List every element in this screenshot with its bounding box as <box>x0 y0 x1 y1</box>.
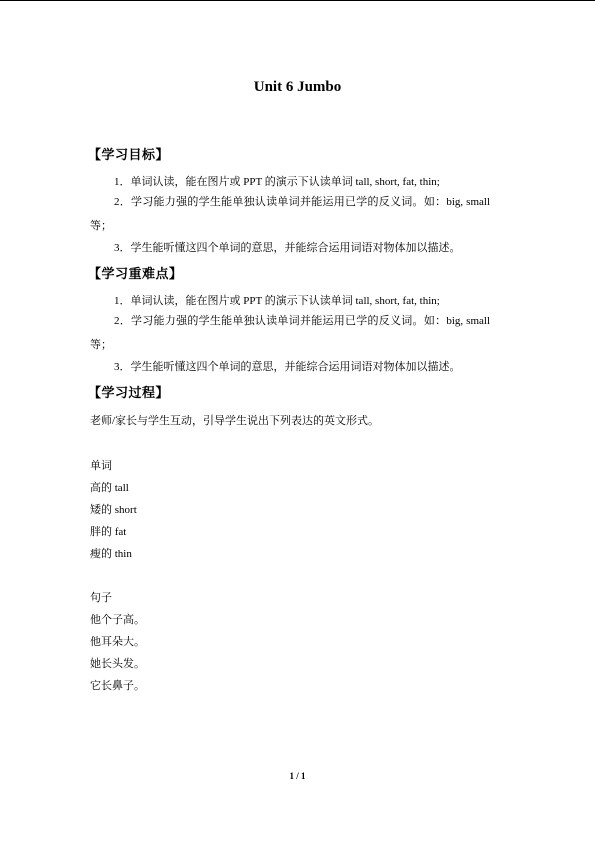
objective-item-1: 1．单词认读，能在图片或 PPT 的演示下认读单词 tall, short, fat, thin; <box>114 176 440 188</box>
section-heading-objectives: 【学习目标】 <box>88 148 170 163</box>
document-title: Unit 6 Jumbo <box>253 79 342 95</box>
sentences-label: 句子 <box>90 592 112 604</box>
section-heading-key-points: 【学习重难点】 <box>88 267 183 282</box>
words-label: 单词 <box>90 460 112 472</box>
objective-item-3: 3．学生能听懂这四个单词的意思，并能综合运用词语对物体加以描述。 <box>114 242 461 254</box>
key-point-item-3: 3．学生能听懂这四个单词的意思，并能综合运用词语对物体加以描述。 <box>114 361 461 373</box>
sentence-item: 他耳朵大。 <box>90 636 145 648</box>
word-item: 胖的 fat <box>90 526 127 538</box>
section-heading-process: 【学习过程】 <box>88 386 170 401</box>
sentence-item: 她长头发。 <box>90 658 145 670</box>
page-number: 1 / 1 <box>289 771 306 781</box>
word-item: 高的 tall <box>90 482 129 494</box>
key-point-item-2: 2．学习能力强的学生能单独认读单词并能运用已学的反义词。如：big, small 等； <box>90 315 490 351</box>
process-intro: 老师/家长与学生互动，引导学生说出下列表达的英文形式。 <box>90 415 380 427</box>
word-item: 瘦的 thin <box>90 548 132 560</box>
sentence-item: 它长鼻子。 <box>90 680 145 692</box>
key-point-item-1: 1．单词认读，能在图片或 PPT 的演示下认读单词 tall, short, fat, thin; <box>114 295 440 307</box>
word-item: 矮的 short <box>90 504 137 516</box>
objective-item-2: 2．学习能力强的学生能单独认读单词并能运用已学的反义词。如：big, small 等； <box>90 196 490 232</box>
sentence-item: 他个子高。 <box>90 614 145 626</box>
